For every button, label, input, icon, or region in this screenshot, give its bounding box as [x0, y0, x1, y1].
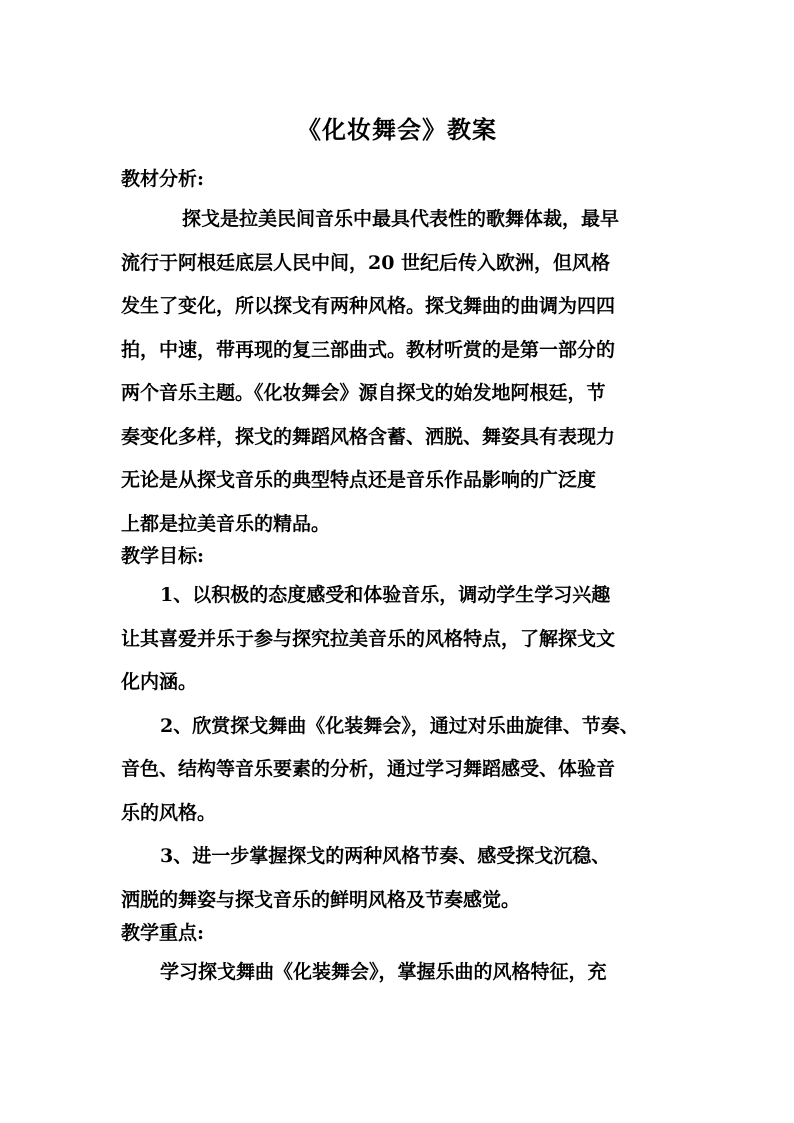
analysis-line-5: 两个音乐主题。《化妆舞会》源自探戈的始发地阿根廷，节 [121, 382, 606, 404]
analysis-line-4: 拍，中速，带再现的复三部曲式。教材听赏的是第一部分的 [121, 339, 616, 361]
document-title: 《化妆舞会》教案 [297, 115, 497, 144]
analysis-line-1: 探戈是拉美民间音乐中最具代表性的歌舞体裁，最早 [182, 208, 620, 230]
focus-line-1: 学习探戈舞曲《化装舞会》，掌握乐曲的风格特征，充 [160, 961, 607, 983]
goals-line-3: 化内涵。 [121, 671, 198, 693]
analysis-line-2: 流行于阿根廷底层人民中间，20 世纪后传入欧洲，但风格 [121, 252, 611, 274]
section-heading-analysis: 教材分析: [121, 168, 205, 190]
goals-line-2: 让其喜爱并乐于参与探究拉美音乐的风格特点，了解探戈文 [121, 628, 616, 650]
section-heading-focus: 教学重点: [121, 922, 205, 944]
analysis-line-3: 发生了变化，所以探戈有两种风格。探戈舞曲的曲调为四四 [121, 295, 616, 317]
section-heading-goals: 教学目标: [121, 545, 205, 567]
analysis-line-8: 上都是拉美音乐的精品。 [121, 513, 331, 535]
analysis-line-6: 奏变化多样，探戈的舞蹈风格含蓄、洒脱、舞姿具有表现力 [121, 426, 616, 448]
analysis-line-7: 无论是从探戈音乐的典型特点还是音乐作品影响的广泛度 [121, 469, 597, 491]
goals-line-6: 乐的风格。 [121, 802, 217, 824]
goals-line-1: 1、以积极的态度感受和体验音乐，调动学生学习兴趣 [160, 584, 611, 606]
goals-line-5: 音色、结构等音乐要素的分析，通过学习舞蹈感受、体验音 [121, 758, 616, 780]
goals-line-4: 2、欣赏探戈舞曲《化装舞会》，通过对乐曲旋律、节奏、 [160, 715, 639, 737]
goals-line-7: 3、进一步掌握探戈的两种风格节奏、感受探戈沉稳、 [160, 845, 611, 867]
goals-line-8: 洒脱的舞姿与探戈音乐的鲜明风格及节奏感觉。 [121, 889, 521, 911]
